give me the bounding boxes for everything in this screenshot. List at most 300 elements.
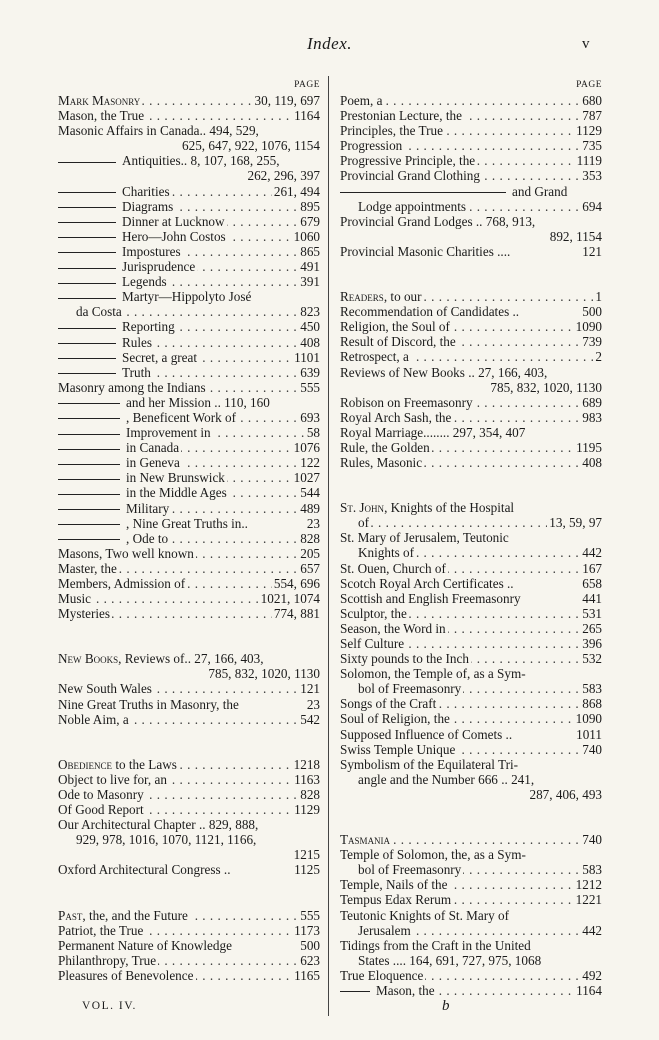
entry-continuation: 287, 406, 493 xyxy=(529,786,602,802)
page-reference: 735 xyxy=(582,138,602,154)
index-entry xyxy=(340,892,602,907)
entry-text: , Reviews of.. 27, 166, 403, xyxy=(118,651,264,667)
index-entry xyxy=(340,983,602,998)
entry-text: Retrospect, a xyxy=(340,349,409,365)
ditto-dash xyxy=(58,162,116,163)
entry-text: Royal Marriage........ 297, 354, 407 xyxy=(340,424,526,440)
entry-text: New South Wales xyxy=(58,681,152,697)
entry-text: Reviews of New Books .. 27, 166, 403, xyxy=(340,364,548,380)
page-reference: 740 xyxy=(582,832,602,848)
entry-text: Military xyxy=(126,500,170,516)
entry-text: Recommendation of Candidates .. xyxy=(340,304,520,320)
section-gap xyxy=(340,470,602,500)
section-gap xyxy=(340,259,602,289)
entry-text: Mason, the True xyxy=(58,108,145,124)
entry-text: True Eloquence xyxy=(340,967,424,983)
page-reference: 121 xyxy=(300,681,320,697)
page-reference: 1090 xyxy=(575,319,602,335)
entry-text: Rule, the Golden xyxy=(340,439,430,455)
page-reference: 532 xyxy=(582,651,602,667)
ditto-dash xyxy=(340,991,370,992)
index-entry xyxy=(58,123,320,138)
section-gap xyxy=(340,802,602,832)
index-entry xyxy=(58,561,320,576)
page-reference: 694 xyxy=(582,198,602,214)
entry-text: bol of Freemasonry xyxy=(358,862,462,878)
page-reference: 679 xyxy=(300,213,320,229)
index-entry xyxy=(58,93,320,108)
entry-heading: Tasmania xyxy=(340,832,391,848)
index-entry xyxy=(58,485,320,500)
page-reference: 265 xyxy=(582,620,602,636)
entry-text: of xyxy=(358,515,369,531)
entry-text: Nine Great Truths in Masonry, the xyxy=(58,696,239,712)
index-entry xyxy=(58,908,320,923)
index-entry xyxy=(340,123,602,138)
entry-text: , the, and the Future xyxy=(82,907,188,923)
column-page-label: PAGE xyxy=(576,80,602,90)
ditto-dash xyxy=(58,237,116,238)
index-entry xyxy=(340,651,602,666)
page-reference: 408 xyxy=(300,334,320,350)
entry-text: Master, the xyxy=(58,560,117,576)
entry-text: Hero—John Costos xyxy=(122,228,226,244)
ditto-dash xyxy=(58,358,116,359)
index-entry xyxy=(340,153,602,168)
entry-text: Ode to Masonry xyxy=(58,786,144,802)
page-reference: 787 xyxy=(582,108,602,124)
column-divider xyxy=(328,76,329,1016)
entry-text: Teutonic Knights of St. Mary of xyxy=(340,907,510,923)
entry-text: Our Architectural Chapter .. 829, 888, xyxy=(58,817,259,833)
index-entry xyxy=(58,787,320,802)
page-reference: 774, 881 xyxy=(273,606,320,622)
index-entry xyxy=(340,847,602,862)
index-entry xyxy=(58,772,320,787)
index-entry xyxy=(340,380,602,395)
entry-text: , Knights of the Hospital xyxy=(384,500,515,516)
ditto-dash xyxy=(58,494,120,495)
entry-continuation: 625, 647, 922, 1076, 1154 xyxy=(182,138,320,154)
entry-text: Religion, the Soul of xyxy=(340,319,450,335)
index-entry xyxy=(340,636,602,651)
entry-text: Self Culture xyxy=(340,636,405,651)
index-entry xyxy=(58,591,320,606)
entry-text: Soul of Religion, the xyxy=(340,711,450,727)
index-entry xyxy=(58,229,320,244)
entry-text: Jurisprudence xyxy=(122,259,196,275)
entry-text: , to our xyxy=(383,289,422,305)
page-reference: 542 xyxy=(300,711,320,727)
index-entry xyxy=(340,425,602,440)
page-reference: 23 xyxy=(306,515,320,531)
index-entry xyxy=(340,138,602,153)
page-reference: 1173 xyxy=(294,922,320,938)
page-reference: 450 xyxy=(300,319,320,335)
page-reference: 30, 119, 697 xyxy=(254,93,320,108)
entry-text: Permanent Nature of Knowledge xyxy=(58,937,232,953)
index-entry xyxy=(58,832,320,847)
page-reference: 167 xyxy=(582,560,602,576)
index-entry xyxy=(58,274,320,289)
page-reference: 408 xyxy=(582,455,602,471)
ditto-dash xyxy=(58,283,116,284)
page-reference: 1090 xyxy=(575,711,602,727)
entry-text: Truth xyxy=(122,364,151,380)
entry-continuation: 1215 xyxy=(293,847,320,863)
right-index-column xyxy=(340,78,602,998)
entry-text: Improvement in xyxy=(126,425,211,441)
index-entry xyxy=(340,727,602,742)
index-entry xyxy=(340,681,602,696)
page-reference: 1212 xyxy=(575,877,602,893)
entry-text: Masons, Two well known xyxy=(58,545,194,561)
index-entry xyxy=(340,515,602,530)
index-entry xyxy=(340,410,602,425)
index-entry xyxy=(340,968,602,983)
page-number: v xyxy=(582,36,590,52)
index-entry xyxy=(340,666,602,681)
index-entry xyxy=(340,545,602,560)
page-reference: 531 xyxy=(582,605,602,621)
page-reference: 895 xyxy=(300,198,320,214)
index-entry xyxy=(340,93,602,108)
index-entry xyxy=(58,802,320,817)
ditto-dash xyxy=(58,539,120,540)
page-reference: 122 xyxy=(300,455,320,471)
page-reference: 391 xyxy=(300,274,320,290)
page-reference: 500 xyxy=(300,937,320,953)
ditto-dash xyxy=(58,479,120,480)
index-entry xyxy=(340,772,602,787)
ditto-dash xyxy=(58,373,116,374)
page-reference: 1221 xyxy=(575,892,602,908)
ditto-dash xyxy=(58,509,120,510)
page-reference: 13, 59, 97 xyxy=(549,515,602,531)
entry-text: 929, 978, 1016, 1070, 1121, 1166, xyxy=(76,832,257,848)
entry-text: Solomon, the Temple of, as a Sym- xyxy=(340,666,526,682)
entry-continuation: 892, 1154 xyxy=(549,228,602,244)
page-reference: 739 xyxy=(582,334,602,350)
entry-text: Rules, Masonic xyxy=(340,455,423,471)
index-entry xyxy=(58,410,320,425)
entry-text: St. Ouen, Church of xyxy=(340,560,446,576)
entry-text: Noble Aim, a xyxy=(58,711,129,727)
index-entry xyxy=(340,229,602,244)
index-entry xyxy=(58,304,320,319)
entry-text: Members, Admission of xyxy=(58,576,186,591)
index-entry xyxy=(58,666,320,681)
index-entry xyxy=(58,184,320,199)
index-entry xyxy=(340,365,602,380)
entry-text: Lodge appointments xyxy=(358,198,467,214)
index-entry xyxy=(58,516,320,531)
page-reference: 555 xyxy=(300,379,320,395)
entry-continuation: 785, 832, 1020, 1130 xyxy=(490,379,602,395)
column-page-label: PAGE xyxy=(294,80,320,90)
entry-text: Progressive Principle, the xyxy=(340,153,476,169)
index-entry xyxy=(340,757,602,772)
index-entry xyxy=(58,108,320,123)
index-entry xyxy=(340,591,602,606)
index-entry xyxy=(340,304,602,319)
index-entry xyxy=(340,214,602,229)
page-reference: 583 xyxy=(582,681,602,697)
index-entry xyxy=(340,711,602,726)
page-reference: 740 xyxy=(582,741,602,757)
ditto-dash xyxy=(340,192,506,193)
index-entry xyxy=(58,501,320,516)
index-entry xyxy=(58,335,320,350)
entry-text: to the Laws xyxy=(112,756,177,772)
index-entry xyxy=(340,500,602,515)
page-reference: 58 xyxy=(306,425,320,441)
entry-text: Progression xyxy=(340,138,403,154)
index-entry xyxy=(58,259,320,274)
entry-text: Sixty pounds to the Inch xyxy=(340,651,469,667)
page-reference: 442 xyxy=(582,922,602,938)
page-reference: 1125 xyxy=(294,862,320,878)
entry-text: Legends xyxy=(122,274,167,290)
entry-text: Prestonian Lecture, the xyxy=(340,108,462,124)
page-reference: 261, 494 xyxy=(273,183,320,199)
page-reference: 1163 xyxy=(294,771,320,787)
index-entry xyxy=(340,621,602,636)
entry-text: Temple, Nails of the xyxy=(340,877,448,893)
entry-text: Mysteries xyxy=(58,606,111,622)
ditto-dash xyxy=(58,252,116,253)
entry-text: Season, the Word in xyxy=(340,620,446,636)
index-entry xyxy=(58,531,320,546)
page-reference: 1101 xyxy=(294,349,320,365)
page-reference: 1129 xyxy=(294,802,320,818)
entry-text: Sculptor, the xyxy=(340,605,407,621)
entry-text: Masonic Affairs in Canada.. 494, 529, xyxy=(58,123,259,139)
page-reference: 544 xyxy=(300,485,320,501)
entry-text: Reporting xyxy=(122,319,175,335)
section-gap xyxy=(58,878,320,908)
index-entry xyxy=(340,289,602,304)
entry-text: Provincial Grand Clothing xyxy=(340,168,480,184)
entry-continuation: 785, 832, 1020, 1130 xyxy=(208,666,320,682)
entry-text: in the Middle Ages xyxy=(126,485,227,501)
right-entries xyxy=(340,93,602,998)
entry-text: Principles, the True xyxy=(340,123,443,139)
index-entry xyxy=(340,953,602,968)
index-entry xyxy=(58,968,320,983)
entry-text: and Grand xyxy=(512,183,568,199)
entry-text: da Costa xyxy=(76,304,122,320)
entry-text: Swiss Temple Unique xyxy=(340,741,456,757)
page-reference: 583 xyxy=(582,862,602,878)
entry-text: Diagrams xyxy=(122,198,174,214)
entry-text: in Canada xyxy=(126,440,180,456)
entry-text: bol of Freemasonry xyxy=(358,681,462,697)
ditto-dash xyxy=(58,207,116,208)
entry-text: Of Good Report xyxy=(58,802,144,818)
entry-continuation: 262, 296, 397 xyxy=(247,168,320,184)
entry-text: Rules xyxy=(122,334,153,350)
index-entry xyxy=(340,862,602,877)
index-entry xyxy=(340,319,602,334)
page-reference: 441 xyxy=(582,590,602,606)
index-entry xyxy=(340,108,602,123)
entry-text: Object to live for, an xyxy=(58,771,167,787)
page-reference: 353 xyxy=(582,168,602,184)
index-entry xyxy=(58,153,320,168)
page-reference: 442 xyxy=(582,545,602,561)
entry-text: St. Mary of Jerusalem, Teutonic xyxy=(340,530,509,546)
ditto-dash xyxy=(58,403,120,404)
entry-text: Symbolism of the Equilateral Tri- xyxy=(340,756,519,772)
index-entry xyxy=(340,349,602,364)
entry-text: Patriot, the True xyxy=(58,922,144,938)
index-entry xyxy=(58,199,320,214)
page-reference: 1164 xyxy=(294,108,320,124)
page-reference: 396 xyxy=(582,636,602,651)
entry-text: Knights of xyxy=(358,545,415,561)
ditto-dash xyxy=(58,328,116,329)
index-entry xyxy=(58,923,320,938)
page-reference: 1021, 1074 xyxy=(260,591,320,607)
page-reference: 23 xyxy=(306,696,320,712)
entry-text: Result of Discord, the xyxy=(340,334,456,350)
page-reference: 868 xyxy=(582,696,602,712)
entry-text: in Geneva xyxy=(126,455,180,471)
page-reference: 492 xyxy=(582,967,602,983)
ditto-dash xyxy=(58,434,120,435)
entry-text: Tempus Edax Rerum xyxy=(340,892,452,908)
page-reference: 1164 xyxy=(576,982,602,998)
entry-text: , Nine Great Truths in.. xyxy=(126,515,248,531)
ditto-dash xyxy=(58,268,116,269)
entry-text: , Beneficent Work of xyxy=(126,409,237,425)
index-entry xyxy=(340,606,602,621)
page-reference: 983 xyxy=(582,409,602,425)
page-reference: 489 xyxy=(300,500,320,516)
ditto-dash xyxy=(58,418,120,419)
entry-text: Robison on Freemasonry xyxy=(340,394,473,410)
ditto-dash xyxy=(58,524,120,525)
entry-text: Masonry among the Indians xyxy=(58,379,206,395)
entry-text: Temple of Solomon, the, as a Sym- xyxy=(340,847,526,863)
page-reference: 205 xyxy=(300,545,320,561)
entry-text: Scotch Royal Arch Certificates .. xyxy=(340,575,514,591)
index-entry xyxy=(58,319,320,334)
entry-text: Provincial Masonic Charities .... xyxy=(340,243,511,259)
index-entry xyxy=(340,184,602,199)
entry-text: in New Brunswick xyxy=(126,470,225,486)
page-reference: 680 xyxy=(582,93,602,108)
index-entry xyxy=(58,168,320,183)
entry-text: Royal Arch Sash, the xyxy=(340,409,452,425)
index-entry xyxy=(58,425,320,440)
index-entry xyxy=(58,214,320,229)
page-reference: 865 xyxy=(300,243,320,259)
index-entry xyxy=(340,395,602,410)
entry-text: Jerusalem xyxy=(358,922,411,938)
index-entry xyxy=(58,546,320,561)
index-entry xyxy=(58,455,320,470)
entry-text: Music xyxy=(58,591,91,607)
ditto-dash xyxy=(58,449,120,450)
page-reference: 554, 696 xyxy=(273,576,320,591)
index-entry xyxy=(58,862,320,877)
index-entry xyxy=(58,697,320,712)
index-entry xyxy=(58,576,320,591)
index-entry xyxy=(340,334,602,349)
index-entry xyxy=(340,877,602,892)
index-entry xyxy=(58,651,320,666)
page-reference: 1076 xyxy=(293,440,320,456)
entry-heading: Past xyxy=(58,907,83,923)
index-entry xyxy=(340,787,602,802)
index-entry xyxy=(58,365,320,380)
index-entry xyxy=(340,908,602,923)
index-entry xyxy=(340,455,602,470)
entry-text: States .... 164, 691, 727, 975, 1068 xyxy=(358,952,542,968)
index-entry xyxy=(58,470,320,485)
entry-text: Dinner at Lucknow xyxy=(122,213,225,229)
entry-text: Songs of the Craft xyxy=(340,696,437,712)
entry-text: Mason, the xyxy=(376,982,435,998)
page-reference: 2 xyxy=(595,349,602,365)
ditto-dash xyxy=(58,222,116,223)
index-entry xyxy=(58,440,320,455)
entry-text: Provincial Grand Lodges .. 768, 913, xyxy=(340,213,536,229)
index-entry xyxy=(340,938,602,953)
entry-text: Pleasures of Benevolence xyxy=(58,967,194,983)
page-reference: 1119 xyxy=(576,153,602,169)
page-reference: 828 xyxy=(300,530,320,546)
page-reference: 491 xyxy=(300,259,320,275)
section-gap xyxy=(58,621,320,651)
page-reference: 823 xyxy=(300,304,320,320)
index-entry xyxy=(58,350,320,365)
index-entry xyxy=(58,757,320,772)
entry-text: Poem, a xyxy=(340,93,383,108)
index-entry xyxy=(58,847,320,862)
entry-heading: St. John xyxy=(340,500,385,516)
index-entry xyxy=(58,953,320,968)
entry-text: Tidings from the Craft in the United xyxy=(340,937,531,953)
index-entry xyxy=(58,395,320,410)
entry-text: angle and the Number 666 .. 241, xyxy=(358,771,535,787)
entry-text: Scottish and English Freemasonry xyxy=(340,590,521,606)
entry-heading: Obedience xyxy=(58,756,113,772)
signature-mark: b xyxy=(442,998,450,1014)
index-entry xyxy=(340,561,602,576)
left-entries xyxy=(58,93,320,983)
page-reference: 1027 xyxy=(293,470,320,486)
ditto-dash xyxy=(58,298,116,299)
entry-text: Philanthropy, True xyxy=(58,952,157,968)
page-reference: 689 xyxy=(582,394,602,410)
index-entry xyxy=(58,244,320,259)
index-entry xyxy=(340,696,602,711)
ditto-dash xyxy=(58,192,116,193)
index-entry xyxy=(340,923,602,938)
index-entry xyxy=(58,289,320,304)
page-reference: 1011 xyxy=(576,726,602,742)
entry-text: Antiquities.. 8, 107, 168, 255, xyxy=(122,153,280,169)
left-index-column xyxy=(58,78,320,983)
index-entry xyxy=(340,576,602,591)
index-entry xyxy=(340,199,602,214)
entry-text: and her Mission .. 110, 160 xyxy=(126,394,270,410)
page-reference: 623 xyxy=(300,952,320,968)
page-reference: 639 xyxy=(300,364,320,380)
